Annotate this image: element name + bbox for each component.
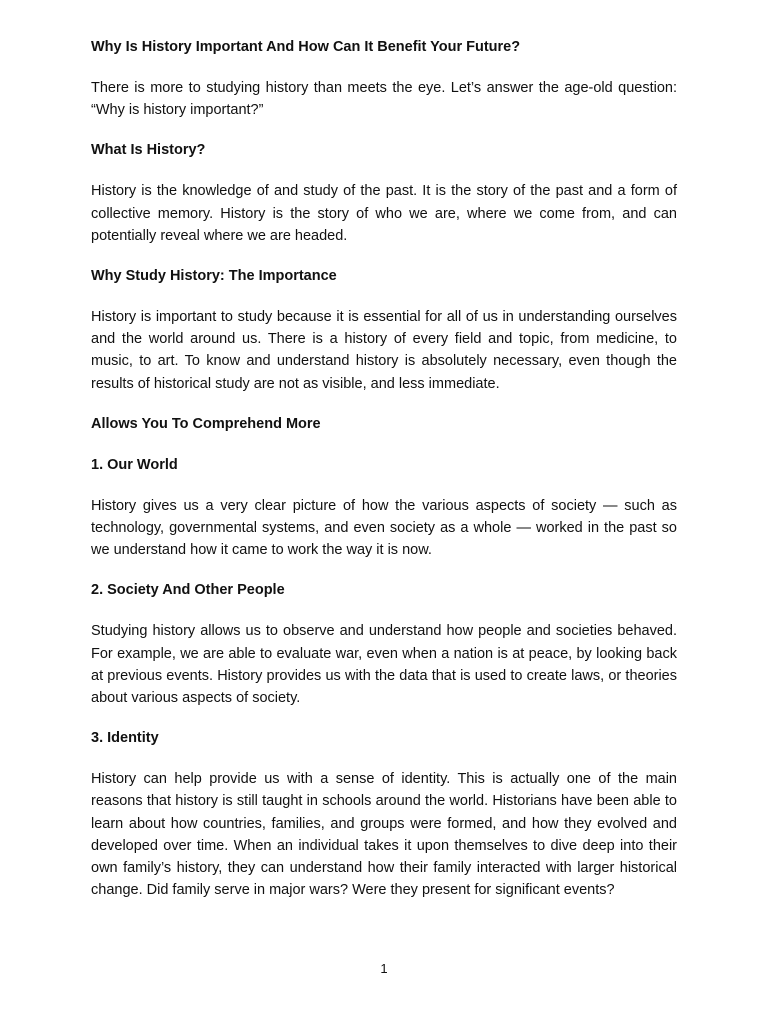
intro-paragraph: There is more to studying history than meets the eye. Let’s answer the age-old question: “Why is history important?”: [91, 80, 677, 119]
section-heading-identity: 3. Identity: [91, 730, 159, 747]
section-heading-what-is-history: What Is History?: [91, 142, 206, 159]
document-page: [91, 36, 677, 901]
section-heading-comprehend-more: Allows You To Comprehend More: [91, 415, 321, 432]
section-heading-our-world: 1. Our World: [91, 456, 178, 473]
section-body-society: Studying history allows us to observe and understand how people and societies behaved. For example, we are able to evaluate war, even when a nation is at peace, by looking back at previous events. History provides us with the data that is used to create laws, or theories about various aspects of society.: [91, 623, 677, 707]
section-heading-why-study-history: Why Study History: The Importance: [91, 268, 337, 285]
document-title: Why Is History Important And How Can It Benefit Your Future?: [91, 39, 521, 55]
section-body-why-study-history: History is important to study because it is essential for all of us in understanding ourselves and the world around us. There is a history of every field and topic, from medicine, to music, to art. To know and understand history is absolutely necessary, even though the results of historical study are not as visible, and less immediate.: [91, 309, 677, 392]
section-heading-society: 2. Society And Other People: [91, 582, 285, 599]
section-body-what-is-history: History is the knowledge of and study of the past. It is the story of the past and a form of collective memory. History is the story of who we are, where we come from, and can potentially reveal where we are headed.: [91, 183, 677, 244]
section-body-our-world: History gives us a very clear picture of how the various aspects of society — such as technology, governmental systems, and even society as a whole — worked in the past so we understand how it came to work the way it is now.: [91, 497, 677, 559]
page-number: 1: [380, 961, 388, 976]
section-body-identity: History can help provide us with a sense of identity. This is actually one of the main reasons that history is still taught in schools around the world. Historians have been able to learn about how countries, families, and groups were formed, and how they evolved and developed over time. When an individual takes it upon themselves to dive deep into their own family’s history, they can understand how their family interacted with larger historical change. Did family serve in major wars? Were they present for significant events?: [91, 771, 677, 899]
